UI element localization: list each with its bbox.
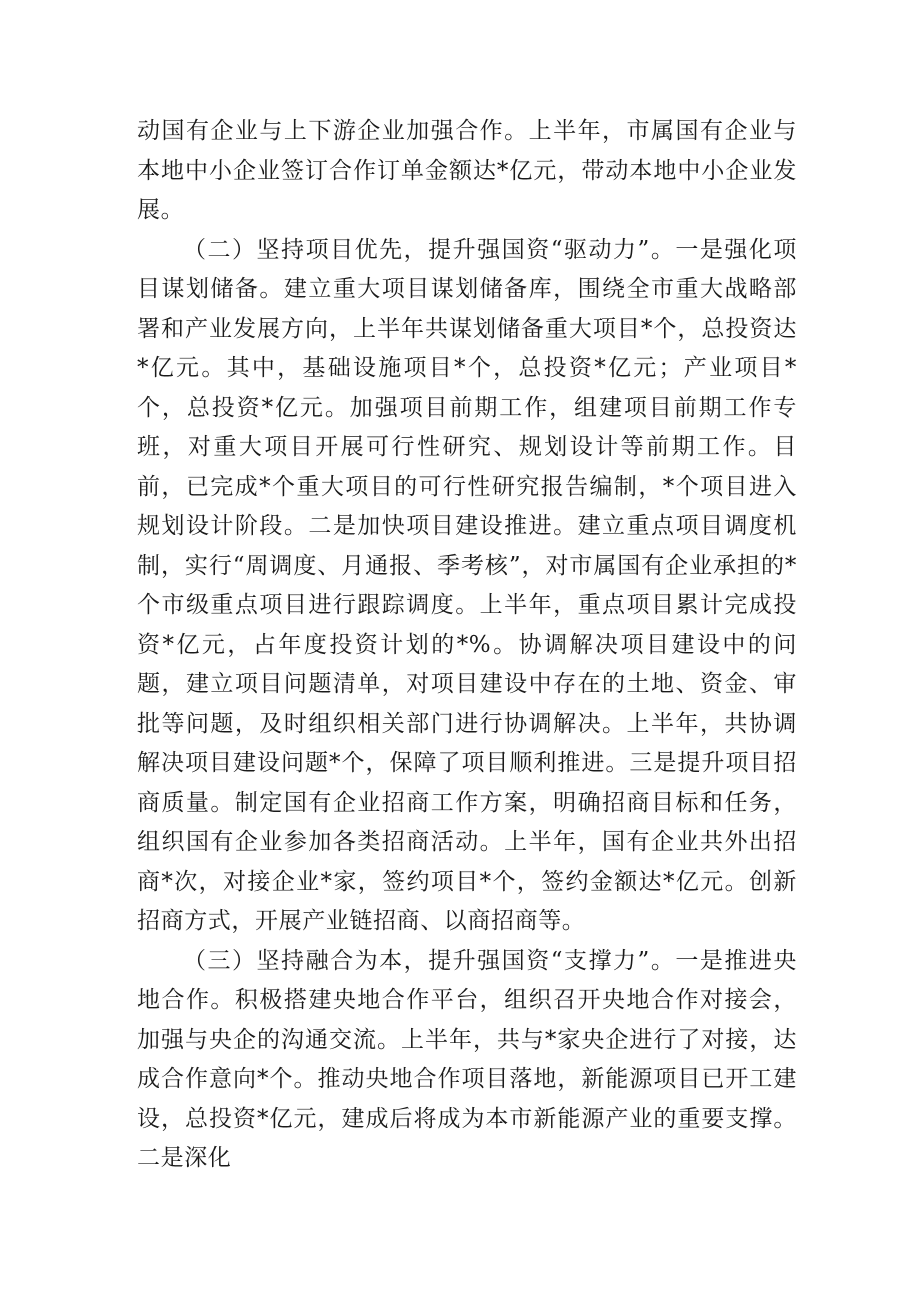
document-page — [137, 112, 797, 1179]
paragraph-continuation: 动国有企业与上下游企业加强合作。上半年，市属国有企业与本地中小企业签订合作订单金额达*亿元，带动本地中小企业发展。 — [137, 118, 797, 223]
paragraph-section-three: （三）坚持融合为本，提升强国资“支撑力”。一是推进央地合作。积极搭建央地合作平台，组织召开央地合作对接会，加强与央企的沟通交流。上半年，共与*家央企进行了对接，达成合作意向*个。推动央地合作项目落地，新能源项目已开工建设，总投资*亿元，建成后将成为本市新能源产业的重要支撑。二是深化 — [137, 947, 797, 1171]
paragraph-section-two: （二）坚持项目优先，提升强国资“驱动力”。一是强化项目谋划储备。建立重大项目谋划储备库，围绕全市重大战略部署和产业发展方向，上半年共谋划储备重大项目*个，总投资达*亿元。其中，基础设施项目*个，总投资*亿元；产业项目*个，总投资*亿元。加强项目前期工作，组建项目前期工作专班，对重大项目开展可行性研究、规划设计等前期工作。目前，已完成*个重大项目的可行性研究报告编制，*个项目进入规划设计阶段。二是加快项目建设推进。建立重点项目调度机制，实行“周调度、月通报、季考核”，对市属国有企业承担的*个市级重点项目进行跟踪调度。上半年，重点项目累计完成投资*亿元，占年度投资计划的*%。协调解决项目建设中的问题，建立项目问题清单，对项目建设中存在的土地、资金、审批等问题，及时组织相关部门进行协调解决。上半年，共协调解决项目建设问题*个，保障了项目顺利推进。三是提升项目招商质量。制定国有企业招商工作方案，明确招商目标和任务，组织国有企业参加各类招商活动。上半年，国有企业共外出招商*次，对接企业*家，签约项目*个，签约金额达*亿元。创新招商方式，开展产业链招商、以商招商等。 — [137, 236, 797, 934]
